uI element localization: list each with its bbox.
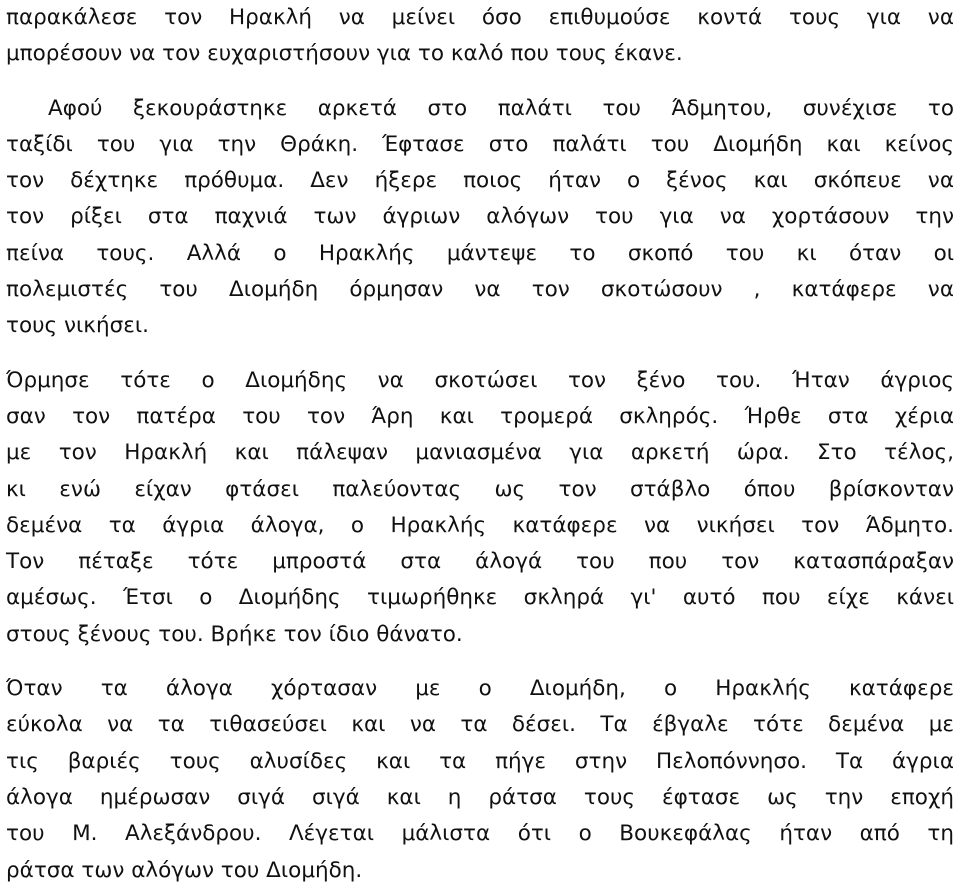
text-line: ράτσα των αλόγων του Διομήδη.: [6, 857, 363, 883]
text-line: παρακάλεσε τον Ηρακλή να μείνει όσο επιθυμούσε κοντά τους για να: [6, 5, 954, 30]
paragraph-4: [6, 671, 954, 889]
paragraph-2: [6, 91, 954, 345]
text-line: πείνα τους. Αλλά ο Ηρακλής μάντεψε το σκοπό του κι όταν οι: [6, 240, 954, 266]
text-line: εύκολα να τα τιθασεύσει και να τα δέσει. Τα έβγαλε τότε δεμένα με: [6, 712, 954, 738]
text-line: Αφού ξεκουράστηκε αρκετά στο παλάτι του Άδμητου, συνέχισε το: [48, 95, 954, 121]
text-line: στους ξένους του. Βρήκε τον ίδιο θάνατο.: [6, 621, 463, 647]
text-line: άλογα ημέρωσαν σιγά σιγά και η ράτσα τους έφτασε ως την εποχή: [6, 784, 954, 810]
text-line: αμέσως. Έτσι ο Διομήδης τιμωρήθηκε σκληρά γι' αυτό που είχε κάνει: [6, 585, 954, 611]
paragraph-1: [6, 0, 954, 73]
text-line: ταξίδι του για την Θράκη. Έφτασε στο παλάτι του Διομήδη και κείνος: [6, 131, 954, 157]
text-line: τις βαριές τους αλυσίδες και τα πήγε στην Πελοπόννησο. Τα άγρια: [6, 748, 954, 774]
text-line: τους νικήσει.: [6, 313, 149, 339]
text-line: τον ρίξει στα παχνιά των άγριων αλόγων του για να χορτάσουν την: [6, 204, 954, 230]
text-line: μπορέσουν να τον ευχαριστήσουν για το καλό που τους έκανε.: [6, 41, 683, 67]
text-line: δεμένα τα άγρια άλογα, ο Ηρακλής κατάφερε να νικήσει τον Άδμητο.: [6, 512, 954, 538]
text-line: σαν τον πατέρα του τον Άρη και τρομερά σκληρός. Ήρθε στα χέρια: [6, 403, 954, 429]
text-line: του Μ. Αλεξάνδρου. Λέγεται μάλιστα ότι ο Βουκεφάλας ήταν από τη: [6, 821, 954, 847]
text-line: με τον Ηρακλή και πάλεψαν μανιασμένα για αρκετή ώρα. Στο τέλος,: [6, 440, 954, 466]
text-line: Όταν τα άλογα χόρτασαν με ο Διομήδη, ο Ηρακλής κατάφερε: [6, 676, 954, 702]
document-page: [6, 0, 954, 889]
text-line: Όρμησε τότε ο Διομήδης να σκοτώσει τον ξένο του. Ήταν άγριος: [6, 367, 954, 393]
paragraph-3: [6, 363, 954, 653]
text-line: Τον πέταξε τότε μπροστά στα άλογά του που τον κατασπάραξαν: [6, 549, 954, 575]
text-line: κι ενώ είχαν φτάσει παλεύοντας ως τον στάβλο όπου βρίσκονταν: [6, 476, 954, 502]
text-line: πολεμιστές του Διομήδη όρμησαν να τον σκοτώσουν , κατάφερε να: [6, 277, 954, 303]
text-line: τον δέχτηκε πρόθυμα. Δεν ήξερε ποιος ήταν ο ξένος και σκόπευε να: [6, 168, 954, 194]
